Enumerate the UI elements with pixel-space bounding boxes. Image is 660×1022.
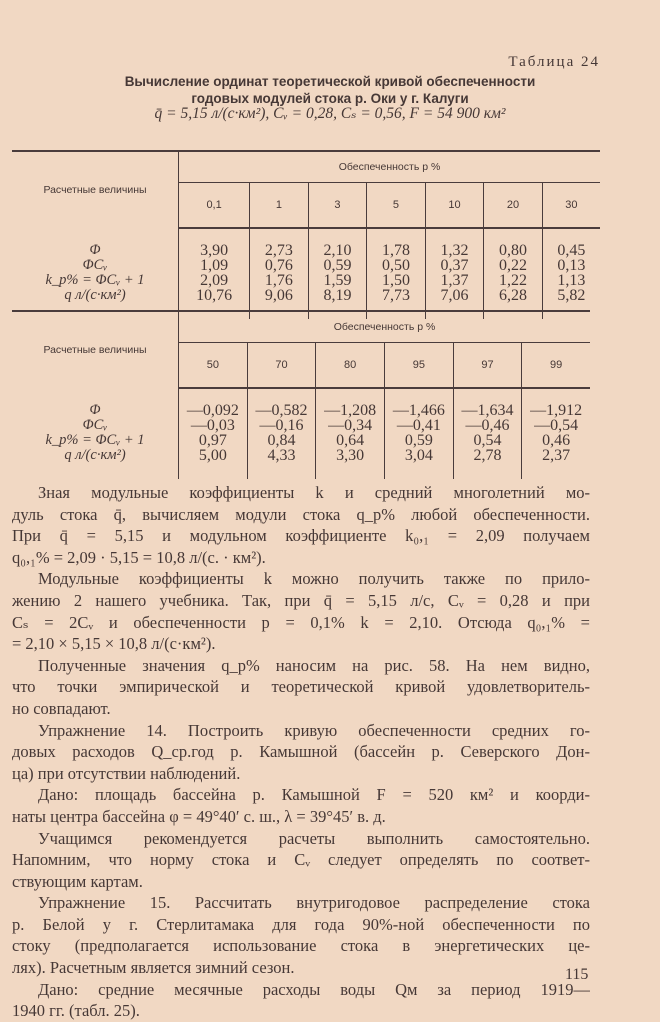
text-line: 1940 гг. (табл. 25). [12, 1001, 140, 1021]
table-caption-line-2: годовых модулей стока р. Оки у г. Калуги [191, 91, 469, 106]
column-header: 0,1 [179, 183, 250, 229]
text-line: Упражнение 15. Рассчитать внутригодовое распределение стока [38, 893, 590, 913]
paragraph [12, 655, 590, 720]
row-header: Расчетные величины [12, 151, 179, 228]
column-header: 80 [316, 343, 385, 389]
group-header: Обеспеченность p % [179, 311, 591, 343]
column-header: 30 [542, 183, 600, 229]
table-cell: 2,10 0,59 1,59 8,19 [308, 228, 367, 319]
paragraph [12, 828, 590, 893]
column-header: 5 [367, 183, 426, 229]
text-line: Упражнение 14. Построить кривую обеспеченности средних го- [38, 720, 590, 740]
paragraph [12, 720, 590, 785]
text-line: довых расходов Q_ср.год р. Камышной (бассейн р. Северского Дон- [12, 742, 590, 762]
text-line: Модульные коэффициенты k можно получить также по прило- [38, 569, 590, 589]
column-header: 50 [179, 343, 248, 389]
paragraph [12, 568, 590, 654]
table-cell: 0,80 0,22 1,22 6,28 [484, 228, 543, 319]
page-number: 115 [565, 966, 589, 983]
column-header: 99 [522, 343, 590, 389]
text-line: Полученные значения q_p% наносим на рис. 58. На нем видно, [38, 655, 590, 675]
table-cell: —1,466 —0,41 0,59 3,04 [385, 388, 454, 479]
table-cell: —1,634 —0,46 0,54 2,78 [453, 388, 522, 479]
text-line: Зная модульные коэффициенты k и средний многолетний мо- [38, 483, 590, 502]
text-line: Напомним, что норму стока и Cᵥ следует определять по соответ- [12, 850, 590, 870]
body-text [12, 482, 590, 1022]
text-line: р. Белой у г. Стерлитамака для года 90%-ной обеспеченности по [12, 914, 590, 934]
column-header: 97 [453, 343, 522, 389]
table-cell: 1,32 0,37 1,37 7,06 [425, 228, 484, 319]
text-line: но совпадают. [12, 698, 111, 718]
text-line: Учащимся рекомендуется расчеты выполнить самостоятельно. [38, 828, 590, 848]
column-header: 3 [308, 183, 367, 229]
table-cell: 3,90 1,09 2,09 10,76 [179, 228, 250, 319]
paragraph [12, 482, 590, 568]
column-header: 1 [250, 183, 309, 229]
column-header: 70 [247, 343, 316, 389]
paragraph [12, 979, 590, 1022]
table-cell: —0,582 —0,16 0,84 4,33 [247, 388, 316, 479]
column-header: 10 [425, 183, 484, 229]
text-line: дуль стока q̄, вычисляем модули стока q_p% любой обеспеченности. [12, 504, 590, 524]
text-line: лях). Расчетным является зимний сезон. [12, 958, 295, 978]
data-table-1 [12, 150, 600, 319]
text-line: = 2,10 × 5,15 × 10,8 л/(с·км²). [12, 634, 216, 654]
text-line: ца) при отсутствии наблюдений. [12, 763, 241, 783]
table-cell: —0,092 —0,03 0,97 5,00 [179, 388, 248, 479]
column-header: 20 [484, 183, 543, 229]
text-line: что точки эмпирической и теоретической кривой удовлетворитель- [12, 677, 590, 697]
column-header: 95 [385, 343, 454, 389]
table-cell: —1,912 —0,54 0,46 2,37 [530, 402, 583, 464]
text-line: Cₛ = 2Cᵥ и обеспеченности p = 0,1% k = 2,10. Отсюда q₀,₁% = [12, 612, 590, 632]
group-header: Обеспеченность p % [179, 151, 601, 183]
text-line: ствующим картам. [12, 871, 143, 891]
text-line: При q̄ = 5,15 и модульном коэффициенте k₀,₁ = 2,09 получаем [12, 526, 590, 546]
table-caption-line-1: Вычисление ординат теоретической кривой обеспеченности [124, 74, 536, 89]
table-cell: 0,45 0,13 1,13 5,82 [557, 242, 586, 304]
data-table-2 [12, 310, 590, 479]
text-line: стоку (предполагается использование стока в энергетических це- [12, 936, 590, 956]
text-line: наты центра бассейна φ = 49°40′ с. ш., λ = 39°45′ в. д. [12, 806, 386, 826]
paragraph [12, 784, 590, 827]
row-labels: Φ ΦCᵥ k_p% = ΦCᵥ + 1 q л/(с·км²) [12, 228, 179, 319]
text-line: q₀,₁% = 2,09 · 5,15 = 10,8 л/(с. · км²). [12, 547, 266, 567]
table-cell: —1,208 —0,34 0,64 3,30 [316, 388, 385, 479]
table-number: Таблица 24 [508, 54, 600, 70]
text-line: жению 2 нашего учебника. Так, при q̄ = 5,15 л/с, Cᵥ = 0,28 и при [12, 590, 590, 610]
table-parameters: q̄ = 5,15 л/(с·км²), Cᵥ = 0,28, Cₛ = 0,56, F = 54 900 км² [154, 105, 506, 122]
row-header: Расчетные величины [12, 311, 179, 388]
table-cell: 2,73 0,76 1,76 9,06 [250, 228, 309, 319]
text-line: Дано: средние месячные расходы воды Qм за период 1919— [38, 979, 590, 999]
row-labels: Φ ΦCᵥ k_p% = ΦCᵥ + 1 q л/(с·км²) [12, 388, 179, 479]
table-cell: 1,78 0,50 1,50 7,73 [367, 228, 426, 319]
paragraph [12, 892, 590, 978]
text-line: Дано: площадь бассейна р. Камышной F = 520 км² и коорди- [38, 785, 590, 805]
